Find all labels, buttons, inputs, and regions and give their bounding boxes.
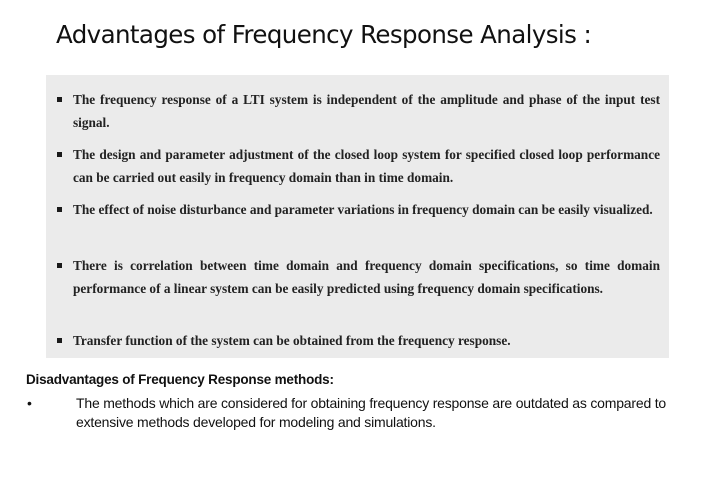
square-bullet-icon xyxy=(57,207,62,212)
advantage-text: There is correlation between time domain and frequency domain specifications, so time domain performance of a linear system can be easily predicted using frequency domain specifications. xyxy=(73,258,660,296)
slide-title: Advantages of Frequency Response Analysis : xyxy=(56,20,592,49)
advantage-text: The effect of noise disturbance and parameter variations in frequency domain can be easily visualized. xyxy=(73,202,653,217)
advantages-box xyxy=(46,75,669,358)
disadvantages-heading: Disadvantages of Frequency Response methods: xyxy=(26,372,334,387)
square-bullet-icon xyxy=(57,152,62,157)
advantage-text: The frequency response of a LTI system is independent of the amplitude and phase of the input test signal. xyxy=(73,92,660,130)
round-bullet-icon: • xyxy=(27,395,32,411)
square-bullet-icon xyxy=(57,263,62,268)
square-bullet-icon xyxy=(57,338,62,343)
advantage-text: The design and parameter adjustment of the closed loop system for specified closed loop performance can be carried out easily in frequency domain than in time domain. xyxy=(73,147,660,185)
advantage-text: Transfer function of the system can be obtained from the frequency response. xyxy=(73,333,511,348)
square-bullet-icon xyxy=(57,97,62,102)
disadvantage-text: The methods which are considered for obtaining frequency response are outdated as compared to extensive methods developed for modeling and simulations. xyxy=(76,395,666,430)
